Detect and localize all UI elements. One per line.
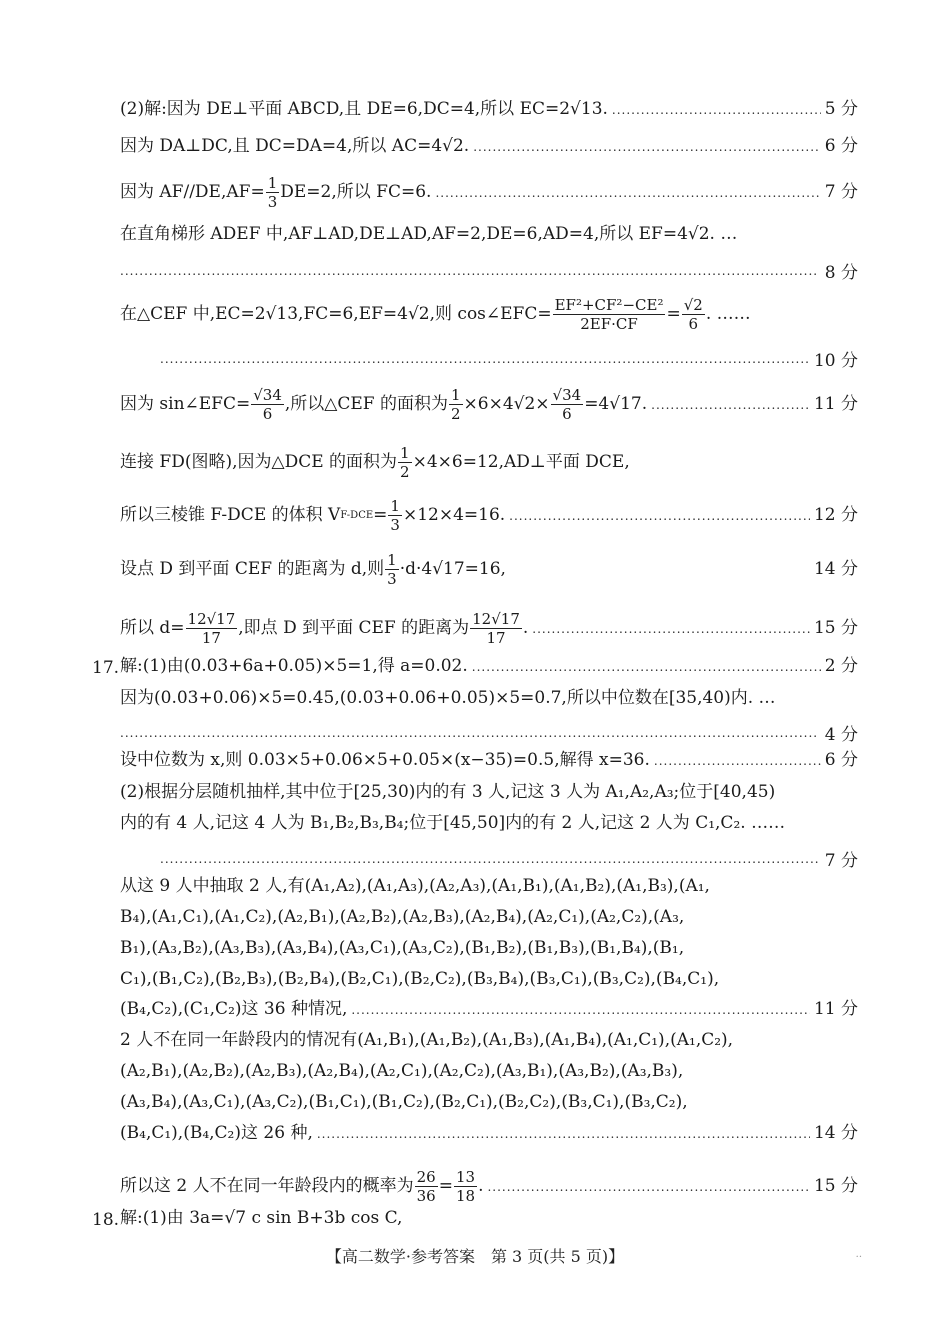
line-q17-2a: (2)根据分层随机抽样,其中位于[25,30)内的有 3 人,记这 3 人为 A₁,A₂,A₃;位于[40,45)	[120, 782, 776, 802]
fraction: $\frac{12√17}{17}$	[472, 610, 520, 647]
leader-dots	[487, 1181, 809, 1193]
line-distance-result: 所以 d= $\frac{12√17}{17}$ ,即点 D 到平面 CEF 的距离为 $\frac{12√17}{17}$ . ..... 15 分	[120, 610, 858, 647]
leader-dots	[654, 755, 821, 767]
line-q17-2b: 内的有 4 人,记这 4 人为 B₁,B₂,B₃,B₄;位于[45,50]内的有 2 人,记这 2 人为 C₁,C₂. ……	[120, 813, 786, 833]
fraction: $\frac{√34}{6}$	[552, 386, 582, 423]
score-label: 8 分	[824, 263, 858, 283]
line-q18-1: 解:(1)由 3a=√7 c sin B+3b cos C,	[120, 1208, 403, 1228]
corner-mark: ··	[855, 1252, 862, 1263]
leader-dots	[351, 1004, 810, 1016]
line-q17-list-1: 从这 9 人中抽取 2 人,有(A₁,A₂),(A₁,A₃),(A₂,A₃),(A₁,B₁),(A₁,B₂),(A₁,B₃),(A₁,	[120, 876, 710, 896]
line-ac: 因为 DA⊥DC,且 DC=DA=4,所以 AC=4√2. ..... 6 分	[120, 138, 858, 155]
leader-dots	[651, 399, 810, 411]
score-label: 5 分	[824, 99, 858, 119]
line-area: 因为 sin∠EFC= $\frac{√34}{6}$ ,所以△CEF 的面积为 $\frac{1}{2}$ ×6×4√2× $\frac{√34}{6}$ =4√17. ..... 11 分	[120, 386, 858, 423]
line-dce-area: 连接 FD(图略),因为△DCE 的面积为 $\frac{1}{2}$ ×4×6=12,AD⊥平面 DCE,	[120, 444, 630, 481]
score-label: 4 分	[824, 725, 858, 745]
leader-dots	[120, 264, 819, 278]
leader-dots	[435, 187, 820, 199]
leader-dots	[612, 104, 821, 116]
page-footer: 【高二数学·参考答案 第 3 页(共 5 页)】	[325, 1247, 625, 1266]
line-q17-probability: 所以这 2 人不在同一年龄段内的概率为 $\frac{26}{36}$ = $\frac{13}{18}$ . ..... 15 分	[120, 1168, 858, 1205]
fraction: $\frac{√34}{6}$	[253, 386, 282, 423]
score-label: 11 分	[813, 999, 858, 1019]
score-label: 6 分	[824, 750, 858, 770]
fraction: $\frac{1}{3}$	[267, 174, 278, 211]
score-label: 14 分	[813, 1123, 858, 1143]
question-number: 17.	[92, 658, 120, 678]
line-ef: 在直角梯形 ADEF 中,AF⊥AD,DE⊥AD,AF=2,DE=6,AD=4,所以 EF=4√2. …	[120, 224, 738, 244]
line-distance-eq: 设点 D 到平面 CEF 的距离为 d,则 $\frac{1}{3}$ ·d·4√17=16, 14 分	[120, 551, 858, 588]
line-q17-list-5: (B₄,C₂),(C₁,C₂)这 36 种情况, ..... 11 分	[120, 1001, 858, 1018]
line-q17-diff-4: (B₄,C₁),(B₄,C₂)这 26 种, ..... 14 分	[120, 1125, 858, 1142]
leader-dots	[532, 623, 810, 635]
fraction: $\frac{26}{36}$	[416, 1168, 436, 1205]
line-q17-2b-continuation	[160, 846, 858, 871]
score-label: 15 分	[813, 1176, 858, 1196]
fraction: $\frac{\text{EF²+CF²−CE²}}{2EF\cdot CF}$	[554, 296, 664, 333]
score-label: 11 分	[813, 394, 858, 414]
score-label: 14 分	[813, 559, 858, 579]
fraction: $\frac{√2}{6}$	[683, 296, 703, 333]
score-label: 7 分	[824, 851, 858, 871]
fraction: $\frac{1}{3}$	[387, 551, 397, 588]
line-q17-median: 因为(0.03+0.06)×5=0.45,(0.03+0.06+0.05)×5=0.7,所以中位数在[35,40)内. …	[120, 688, 776, 708]
leader-dots	[472, 661, 821, 673]
score-label: 2 分	[824, 656, 858, 676]
fraction: $\frac{1}{2}$	[400, 444, 410, 481]
line-ef-continuation	[120, 258, 858, 283]
score-label: 15 分	[813, 618, 858, 638]
leader-dots	[160, 852, 819, 866]
score-label: 7 分	[824, 182, 858, 202]
line-fc: 因为 AF//DE,AF= $\frac{1}{3}$ DE=2,所以 FC=6. ..... 7 分	[120, 174, 858, 211]
line-16-2-start: (2)解:因为 DE⊥平面 ABCD,且 DE=6,DC=4,所以 EC=2√13. ..... 5 分	[120, 101, 858, 118]
leader-dots	[473, 141, 821, 153]
line-q17-1: 解:(1)由(0.03+6a+0.05)×5=1,得 a=0.02. ..... 2 分	[120, 658, 858, 675]
fraction: $\frac{1}{2}$	[450, 386, 461, 423]
score-label: 6 分	[824, 136, 858, 156]
leader-dots	[509, 510, 810, 522]
line-q17-x: 设中位数为 x,则 0.03×5+0.06×5+0.05×(x−35)=0.5,解得 x=36. ..... 6 分	[120, 752, 858, 769]
leader-dots	[317, 1128, 810, 1140]
line-volume: 所以三棱锥 F-DCE 的体积 V F-DCE = $\frac{1}{3}$ ×12×4=16. ..... 12 分	[120, 497, 858, 534]
fraction: $\frac{13}{18}$	[455, 1168, 476, 1205]
question-number: 18.	[92, 1210, 120, 1230]
line-q17-diff-1: 2 人不在同一年龄段内的情况有(A₁,B₁),(A₁,B₂),(A₁,B₃),(A₁,B₄),(A₁,C₁),(A₁,C₂),	[120, 1030, 734, 1050]
leader-dots	[120, 726, 819, 740]
line-q17-list-4: C₁),(B₁,C₂),(B₂,B₃),(B₂,B₄),(B₂,C₁),(B₂,C₂),(B₃,B₄),(B₃,C₁),(B₃,C₂),(B₄,C₁),	[120, 969, 720, 989]
line-q17-diff-3: (A₃,B₄),(A₃,C₁),(A₃,C₂),(B₁,C₁),(B₁,C₂),(B₂,C₁),(B₂,C₂),(B₃,C₁),(B₃,C₂),	[120, 1092, 688, 1112]
line-q17-diff-2: (A₂,B₁),(A₂,B₂),(A₂,B₃),(A₂,B₄),(A₂,C₁),(A₂,C₂),(A₃,B₁),(A₃,B₂),(A₃,B₃),	[120, 1061, 684, 1081]
score-label: 12 分	[813, 505, 858, 525]
line-q17-list-2: B₄),(A₁,C₁),(A₁,C₂),(A₂,B₁),(A₂,B₂),(A₂,B₃),(A₂,B₄),(A₂,C₁),(A₂,C₂),(A₃,	[120, 907, 685, 927]
line-q17-list-3: B₁),(A₃,B₂),(A₃,B₃),(A₃,B₄),(A₃,C₁),(A₃,C₂),(B₁,B₂),(B₁,B₃),(B₁,B₄),(B₁,	[120, 938, 685, 958]
line-q17-median-continuation	[120, 720, 858, 745]
fraction: $\frac{12√17}{17}$	[187, 610, 236, 647]
score-label: 10 分	[813, 351, 858, 371]
fraction: $\frac{1}{3}$	[390, 497, 400, 534]
leader-dots	[160, 352, 808, 366]
line-cos: 在△CEF 中,EC=2√13,FC=6,EF=4√2,则 cos∠EFC= $\frac{\text{EF²+CF²−CE²}}{2EF\cdot CF}$ = $\frac{√2}{6}$ . ……	[120, 296, 751, 333]
line-cos-continuation	[160, 346, 858, 371]
